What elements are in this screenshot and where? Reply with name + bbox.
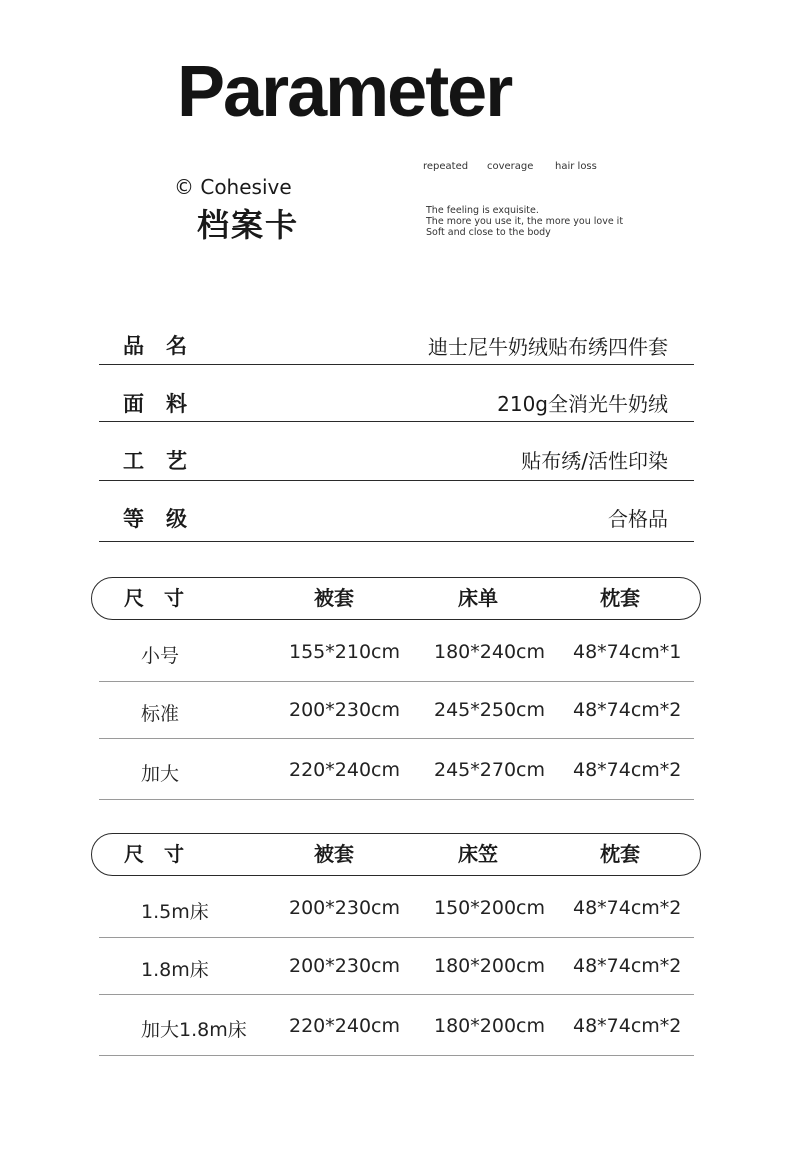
table-row <box>99 738 694 800</box>
header-cell: 床单 <box>458 586 498 610</box>
size-cell: 155*210cm <box>289 641 400 663</box>
info-row-fabric <box>99 364 694 422</box>
description-line: Soft and close to the body <box>426 227 551 238</box>
tag-label: coverage <box>487 161 534 172</box>
header-cell: 被套 <box>314 586 354 610</box>
description-line: The feeling is exquisite. <box>426 205 539 216</box>
brand-name: © Cohesive <box>174 175 292 199</box>
info-value: 210g全消光牛奶绒 <box>497 392 668 416</box>
description-block <box>426 205 623 238</box>
header-cell: 枕套 <box>600 842 640 866</box>
size-cell: 48*74cm*2 <box>573 897 682 919</box>
size-table-header <box>91 833 701 876</box>
header-cell: 床笠 <box>458 842 498 866</box>
info-value: 迪士尼牛奶绒贴布绣四件套 <box>428 335 668 359</box>
info-label: 品名 <box>123 334 209 358</box>
tag-label: hair loss <box>555 161 597 172</box>
size-cell: 180*200cm <box>434 955 545 977</box>
size-cell: 200*230cm <box>289 955 400 977</box>
size-name: 加大 <box>141 763 180 785</box>
info-value: 合格品 <box>608 507 668 531</box>
size-name: 小号 <box>141 645 180 667</box>
description-line: The more you use it, the more you love it <box>426 216 624 227</box>
size-cell: 245*270cm <box>434 759 545 781</box>
size-cell: 48*74cm*2 <box>573 955 682 977</box>
header-cell: 枕套 <box>600 586 640 610</box>
page-title: Parameter <box>177 52 512 132</box>
size-name: 标准 <box>141 703 180 725</box>
size-name: 1.5m床 <box>141 901 209 923</box>
info-label: 等级 <box>123 507 209 531</box>
info-row-grade <box>99 480 694 542</box>
table-row <box>99 622 694 682</box>
size-name: 1.8m床 <box>141 959 209 981</box>
size-cell: 150*200cm <box>434 897 545 919</box>
size-cell: 48*74cm*2 <box>573 699 682 721</box>
size-cell: 220*240cm <box>289 1015 400 1037</box>
size-cell: 48*74cm*2 <box>573 759 682 781</box>
size-cell: 245*250cm <box>434 699 545 721</box>
table-row <box>99 878 694 938</box>
size-cell: 200*230cm <box>289 699 400 721</box>
table-row <box>99 937 694 995</box>
brand-subtitle: 档案卡 <box>197 206 300 244</box>
table-row <box>99 994 694 1056</box>
size-cell: 180*240cm <box>434 641 545 663</box>
size-cell: 180*200cm <box>434 1015 545 1037</box>
size-cell: 220*240cm <box>289 759 400 781</box>
header-cell: 尺寸 <box>124 586 204 610</box>
info-value: 贴布绣/活性印染 <box>521 449 668 473</box>
size-table-header <box>91 577 701 620</box>
info-row-product-name <box>99 318 694 365</box>
info-label: 面料 <box>123 392 209 416</box>
info-row-craft <box>99 421 694 481</box>
header-cell: 尺寸 <box>124 842 204 866</box>
tag-label: repeated <box>423 161 469 172</box>
size-cell: 200*230cm <box>289 897 400 919</box>
size-cell: 48*74cm*1 <box>573 641 682 663</box>
size-name: 加大1.8m床 <box>141 1019 247 1041</box>
table-row <box>99 681 694 739</box>
size-cell: 48*74cm*2 <box>573 1015 682 1037</box>
header-cell: 被套 <box>314 842 354 866</box>
info-label: 工艺 <box>123 449 209 473</box>
